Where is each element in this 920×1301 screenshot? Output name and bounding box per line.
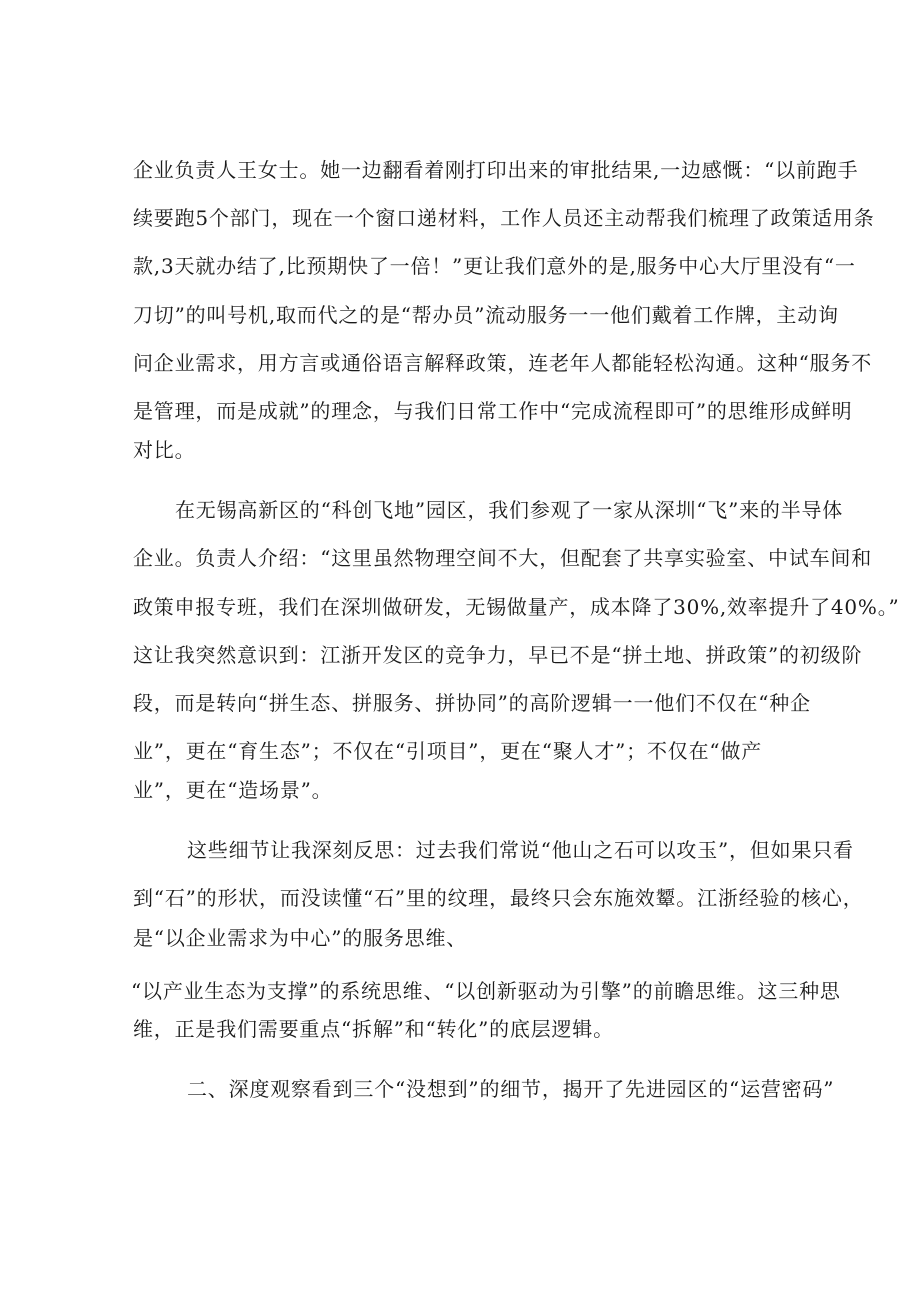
text-line: 企业。负责人介绍：“这里虽然物理空间不大，但配套了共享实验室、中试车间和 <box>133 546 873 570</box>
text-line: 是“以企业需求为中心”的服务思维、 <box>133 926 468 950</box>
text-line: 问企业需求，用方言或通俗语言解释政策，连老年人都能轻松沟通。这种“服务不 <box>133 351 873 375</box>
text-line: 在无锡高新区的“科创飞地”园区，我们参观了一家从深圳“飞”来的半导体 <box>175 498 844 522</box>
text-line: 业”，更在“造场景”。 <box>133 778 333 802</box>
text-line: 对比。 <box>133 438 196 462</box>
text-line: 段，而是转向“拼生态、拼服务、拼协同”的高阶逻辑一一他们不仅在“种企 <box>133 691 811 715</box>
text-line: 维，正是我们需要重点“拆解”和“转化”的底层逻辑。 <box>133 1017 614 1041</box>
section-heading: 二、深度观察看到三个“没想到”的细节，揭开了先进园区的“运营密码” <box>187 1077 835 1101</box>
text-line: 刀切”的叫号机,取而代之的是“帮办员”流动服务一一他们戴着工作牌，主动询 <box>133 303 839 327</box>
text-line: 这让我突然意识到：江浙开发区的竞争力，早已不是“拼土地、拼政策”的初级阶 <box>133 643 863 667</box>
text-line: 续要跑5个部门，现在一个窗口递材料，工作人员还主动帮我们梳理了政策适用条 <box>133 206 875 230</box>
text-line: “以产业生态为支撑”的系统思维、“以创新驱动为引擎”的前瞻思维。这三种思 <box>131 979 841 1003</box>
text-line: 政策申报专班，我们在深圳做研发，无锡做量产，成本降了30%,效率提升了40%。” <box>133 595 900 619</box>
text-line: 是管理，而是成就”的理念，与我们日常工作中“完成流程即可”的思维形成鲜明 <box>133 399 853 423</box>
text-line: 这些细节让我深刻反思：过去我们常说“他山之石可以攻玉”，但如果只看 <box>187 838 854 862</box>
text-line: 到“石”的形状，而没读懂“石”里的纹理，最终只会东施效颦。江浙经验的核心， <box>133 886 864 910</box>
text-line: 款,3天就办结了,比预期快了一倍！”更让我们意外的是,服务中心大厅里没有“一 <box>133 254 856 278</box>
text-line: 企业负责人王女士。她一边翻看着刚打印出来的审批结果,一边感慨：“以前跑手 <box>133 158 859 182</box>
text-line: 业”，更在“育生态”；不仅在“引项目”，更在“聚人才”；不仅在“做产 <box>133 739 762 763</box>
